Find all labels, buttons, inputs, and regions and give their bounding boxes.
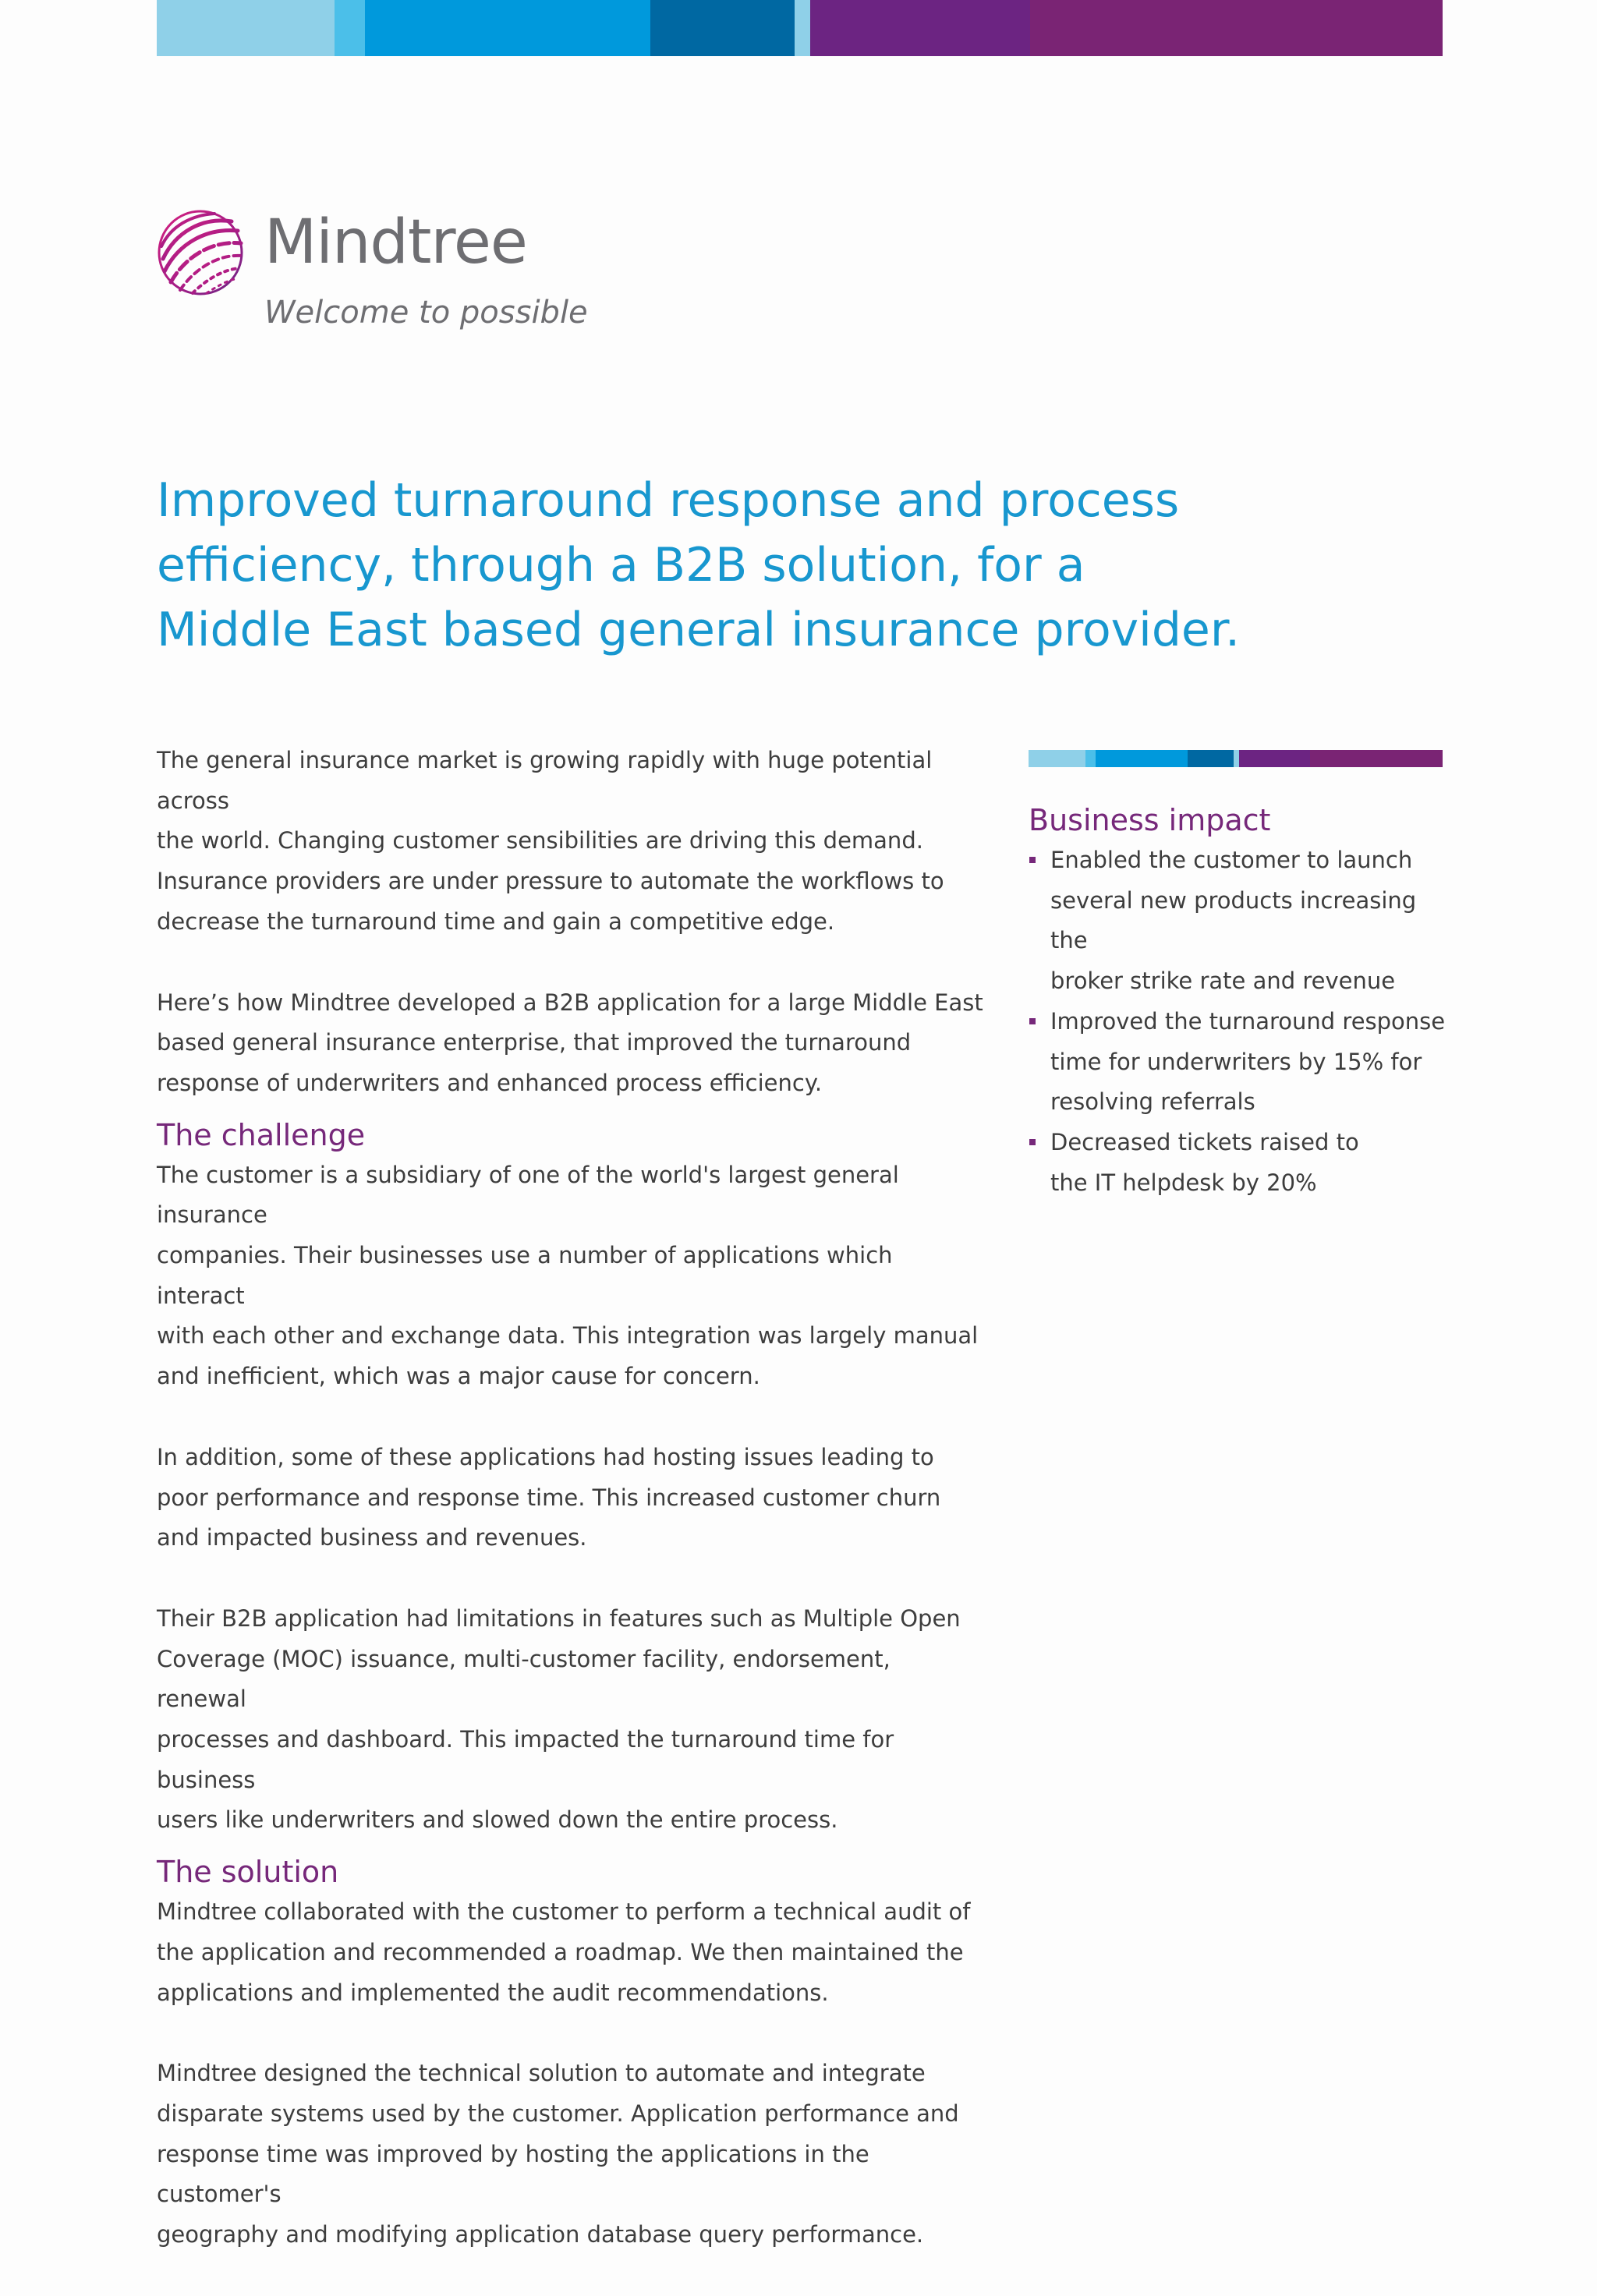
business-impact-sidebar (1029, 750, 1450, 1203)
stripe-segment (810, 0, 1030, 56)
list-item-text: Enabled the customer to launch several new products increasing the broker strike rate and revenue (1050, 847, 1417, 995)
list-item (1029, 1002, 1450, 1123)
brand-color-stripe (157, 0, 1443, 56)
challenge-paragraph: The customer is a subsidiary of one of the world's largest general insurance companies. Their businesses use a number of applications which interact with each other and exchange data. This integration was largely manual and inefficient, which was a major cause for concern. (157, 1161, 979, 1390)
list-item (1029, 1123, 1450, 1203)
sidebar-color-stripe (1029, 750, 1443, 767)
stripe-segment (365, 0, 650, 56)
stripe-segment (1096, 750, 1188, 767)
stripe-segment (1188, 750, 1234, 767)
solution-heading: The solution (157, 1855, 339, 1890)
stripe-segment (1239, 750, 1310, 767)
square-bullet-icon (1029, 1018, 1036, 1024)
business-impact-heading: Business impact (1029, 803, 1271, 837)
main-column (157, 741, 983, 2296)
list-item-text: Improved the turnaround response time for underwriters by 15% for resolving referrals (1050, 1007, 1446, 1116)
list-item (1029, 840, 1450, 1002)
mindtree-globe-icon (157, 209, 244, 296)
page-title (157, 469, 1326, 663)
stripe-segment (795, 0, 810, 56)
stripe-segment (1029, 750, 1085, 767)
intro-paragraph: Here’s how Mindtree developed a B2B application for a large Middle East based general insurance enterprise, that improved the turnaround response of underwriters and enhanced process efficiency. (157, 989, 983, 1096)
stripe-segment (157, 0, 335, 56)
square-bullet-icon (1029, 857, 1036, 863)
challenge-paragraph: Their B2B application had limitations in features such as Multiple Open Coverage (MOC) issuance, multi-customer facility, endorsement, renewal processes and dashboard. This impacted the turnaround time for business users like underwriters and slowed down the entire process. (157, 1604, 961, 1834)
solution-paragraph: Mindtree collaborated with the customer to perform a technical audit of the application and recommended a roadmap. We then maintained the applications and implemented the audit recommendations. (157, 1898, 971, 2006)
logo-wordmark: Mindtree (264, 207, 527, 278)
list-item-text: Decreased tickets raised to the IT helpdesk by 20% (1050, 1128, 1359, 1196)
challenge-heading: The challenge (157, 1117, 366, 1152)
square-bullet-icon (1029, 1139, 1036, 1145)
challenge-paragraph: In addition, some of these applications had hosting issues leading to poor performance and response time. This increased customer churn and impacted business and revenues. (157, 1443, 941, 1551)
intro-paragraph: The general insurance market is growing rapidly with huge potential across the world. Changing customer sensibilities are driving this demand. Insurance providers are under pressure to automate the workflows to decrease the turnaround time and gain a competitive edge. (157, 747, 944, 935)
page-title-line: Improved turnaround response and process (157, 473, 1180, 528)
stripe-segment (650, 0, 795, 56)
business-impact-list (1029, 840, 1450, 1203)
page-title-line: Middle East based general insurance provider. (157, 603, 1241, 657)
solution-paragraph: Mindtree designed the technical solution to automate and integrate disparate systems used by the customer. Application performance and response time was improved by hosting the applications in the customer's geography and modifying application database query performance. (157, 2060, 959, 2248)
stripe-segment (1085, 750, 1096, 767)
logo-tagline: Welcome to possible (264, 295, 588, 331)
stripe-segment (1310, 750, 1443, 767)
stripe-segment (1030, 0, 1443, 56)
stripe-segment (335, 0, 366, 56)
page-title-line: efficiency, through a B2B solution, for a (157, 538, 1085, 593)
